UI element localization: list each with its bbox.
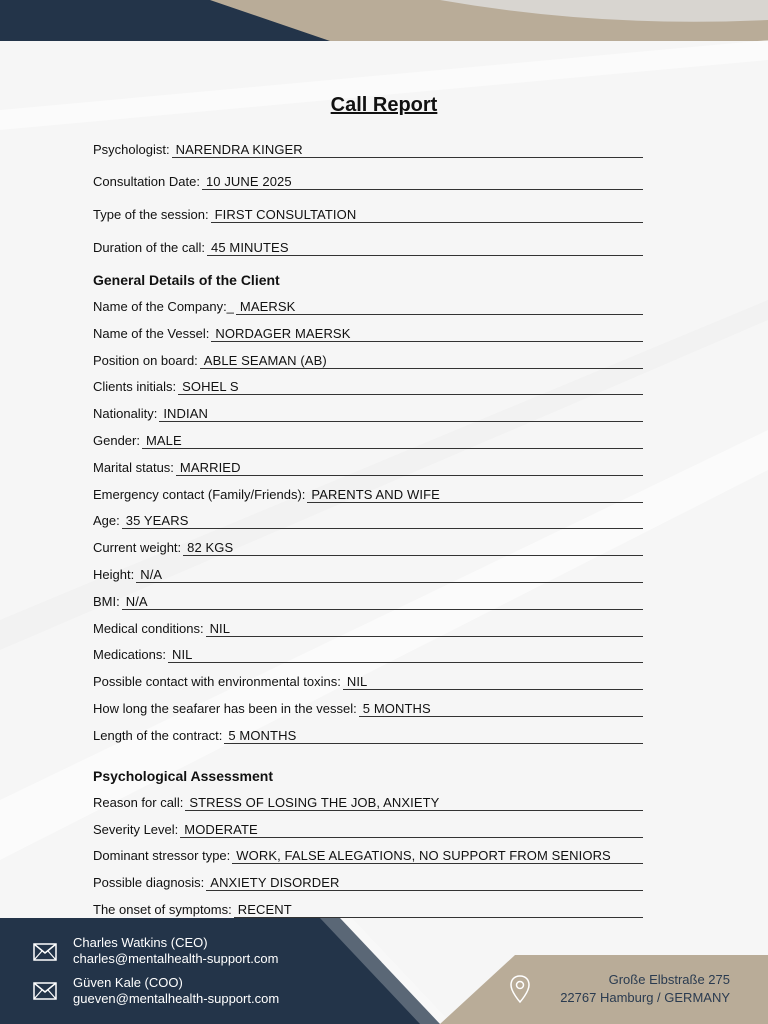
field-label: Age: bbox=[93, 513, 120, 529]
fill-line bbox=[185, 810, 643, 811]
form-row-psych-4 bbox=[93, 900, 645, 920]
address-line-2: 22767 Hamburg / GERMANY bbox=[560, 990, 730, 1005]
form-row-psych-3 bbox=[93, 873, 645, 893]
fill-line bbox=[122, 609, 643, 610]
field-label: How long the seafarer has been in the vessel: bbox=[93, 701, 357, 716]
field-value[interactable]: FIRST CONSULTATION bbox=[214, 207, 357, 222]
address-line-1: Große Elbstraße 275 bbox=[608, 972, 730, 987]
fill-line bbox=[183, 555, 643, 556]
field-value[interactable]: MODERATE bbox=[184, 821, 258, 837]
field-label: Medications: bbox=[93, 647, 166, 663]
form-row-client-4 bbox=[93, 404, 645, 424]
field-label: Psychologist: bbox=[93, 142, 170, 157]
field-value[interactable]: 45 MINUTES bbox=[211, 240, 289, 255]
fill-line bbox=[307, 502, 643, 503]
fill-line bbox=[176, 475, 643, 476]
field-label: Clients initials: bbox=[93, 379, 177, 395]
fill-line bbox=[159, 421, 643, 422]
fill-line bbox=[202, 189, 643, 190]
contact-ceo-email[interactable]: charles@mentalhealth-support.com bbox=[73, 951, 279, 966]
location-pin-icon bbox=[509, 974, 531, 1004]
field-label: Emergency contact (Family/Friends): bbox=[93, 486, 306, 502]
fill-line bbox=[136, 582, 643, 583]
form-row-client-8 bbox=[93, 511, 645, 531]
fill-line bbox=[122, 528, 643, 529]
form-row-header-2 bbox=[93, 205, 645, 225]
field-value[interactable]: NARENDRA KINGER bbox=[175, 142, 303, 157]
field-value[interactable]: SOHEL S bbox=[182, 379, 239, 395]
field-value[interactable]: MARRIED bbox=[179, 459, 241, 475]
form-row-header-3 bbox=[93, 238, 645, 258]
fill-line bbox=[234, 917, 643, 918]
fill-line bbox=[200, 368, 643, 369]
fill-line bbox=[168, 662, 643, 663]
field-label: Length of the contract: bbox=[93, 727, 223, 743]
form-row-header-0 bbox=[93, 140, 645, 160]
fill-line bbox=[211, 341, 643, 342]
field-value[interactable]: 35 YEARS bbox=[125, 513, 189, 529]
form-row-client-5 bbox=[93, 431, 645, 451]
form-row-client-16 bbox=[93, 726, 645, 746]
company-address bbox=[560, 971, 730, 1007]
field-value[interactable]: 5 MONTHS bbox=[362, 701, 431, 716]
contact-coo-name: Güven Kale (COO) bbox=[73, 975, 183, 990]
field-value[interactable]: N/A bbox=[125, 593, 148, 609]
fill-line bbox=[236, 314, 643, 315]
fill-line bbox=[172, 157, 643, 158]
form-row-client-15 bbox=[93, 699, 645, 719]
fill-line bbox=[211, 222, 643, 223]
form-row-client-6 bbox=[93, 458, 645, 478]
form-row-client-2 bbox=[93, 351, 645, 371]
contact-coo-email[interactable]: gueven@mentalhealth-support.com bbox=[73, 991, 280, 1006]
fill-line bbox=[207, 255, 643, 256]
contact-ceo-name: Charles Watkins (CEO) bbox=[73, 935, 208, 950]
field-value[interactable]: 10 JUNE 2025 bbox=[205, 174, 292, 189]
field-value[interactable]: WORK, FALSE ALEGATIONS, NO SUPPORT FROM SENIORS bbox=[236, 848, 611, 864]
field-value[interactable]: STRESS OF LOSING THE JOB, ANXIETY bbox=[189, 795, 440, 810]
field-label: Medical conditions: bbox=[93, 620, 204, 636]
field-label: Duration of the call: bbox=[93, 240, 206, 255]
field-label: Height: bbox=[93, 567, 135, 582]
section-heading-psychological: Psychological Assessment bbox=[93, 768, 274, 784]
form-row-psych-2 bbox=[93, 846, 645, 866]
field-value[interactable]: NIL bbox=[209, 620, 231, 636]
form-row-psych-1 bbox=[93, 820, 645, 840]
field-label: BMI: bbox=[93, 593, 120, 609]
form-row-psych-0 bbox=[93, 793, 645, 813]
fill-line bbox=[343, 689, 643, 690]
field-label: Name of the Company:_ bbox=[93, 299, 234, 314]
field-label: The onset of symptoms: bbox=[93, 901, 232, 917]
field-label: Severity Level: bbox=[93, 821, 179, 837]
envelope-icon bbox=[33, 982, 57, 1000]
field-value[interactable]: INDIAN bbox=[163, 406, 208, 422]
fill-line bbox=[224, 743, 643, 744]
field-value[interactable]: ANXIETY DISORDER bbox=[210, 875, 340, 891]
field-value[interactable]: MALE bbox=[145, 433, 182, 448]
form-row-client-3 bbox=[93, 377, 645, 397]
field-value[interactable]: N/A bbox=[140, 567, 163, 582]
form-row-client-14 bbox=[93, 672, 645, 692]
form-row-client-1 bbox=[93, 324, 645, 344]
form-row-client-7 bbox=[93, 485, 645, 505]
contact-coo bbox=[73, 975, 279, 1007]
fill-line bbox=[178, 394, 643, 395]
form-row-client-13 bbox=[93, 645, 645, 665]
form-row-client-11 bbox=[93, 592, 645, 612]
field-label: Possible diagnosis: bbox=[93, 875, 205, 891]
field-value[interactable]: NORDAGER MAERSK bbox=[215, 325, 351, 341]
field-label: Marital status: bbox=[93, 459, 174, 475]
field-value[interactable]: 5 MONTHS bbox=[228, 727, 297, 743]
fill-line bbox=[206, 636, 643, 637]
field-value[interactable]: 82 KGS bbox=[187, 540, 234, 556]
field-label: Current weight: bbox=[93, 540, 182, 556]
form-row-client-0 bbox=[93, 297, 645, 317]
envelope-icon bbox=[33, 943, 57, 961]
field-label: Name of the Vessel: bbox=[93, 325, 210, 341]
fill-line bbox=[206, 890, 643, 891]
fill-line bbox=[232, 863, 643, 864]
field-value[interactable]: MAERSK bbox=[239, 299, 296, 314]
field-label: Consultation Date: bbox=[93, 174, 200, 189]
field-value[interactable]: NIL bbox=[171, 647, 193, 663]
form-row-client-9 bbox=[93, 538, 645, 558]
form-row-header-1 bbox=[93, 172, 645, 192]
form-row-client-12 bbox=[93, 619, 645, 639]
field-value[interactable]: NIL bbox=[346, 674, 368, 690]
field-label: Reason for call: bbox=[93, 795, 184, 810]
section-heading-client: General Details of the Client bbox=[93, 272, 280, 288]
page-title: Call Report bbox=[330, 94, 438, 116]
field-label: Nationality: bbox=[93, 406, 158, 422]
field-value[interactable]: ABLE SEAMAN (AB) bbox=[203, 352, 327, 368]
field-label: Type of the session: bbox=[93, 207, 209, 222]
field-label: Possible contact with environmental toxins: bbox=[93, 674, 341, 690]
field-label: Gender: bbox=[93, 433, 140, 448]
fill-line bbox=[359, 716, 643, 717]
field-label: Position on board: bbox=[93, 352, 198, 368]
fill-line bbox=[142, 448, 643, 449]
form-row-client-10 bbox=[93, 565, 645, 585]
field-label: Dominant stressor type: bbox=[93, 848, 231, 864]
field-value[interactable]: PARENTS AND WIFE bbox=[311, 486, 440, 502]
contact-ceo bbox=[73, 935, 278, 967]
fill-line bbox=[180, 837, 643, 838]
field-value[interactable]: RECENT bbox=[237, 901, 292, 917]
